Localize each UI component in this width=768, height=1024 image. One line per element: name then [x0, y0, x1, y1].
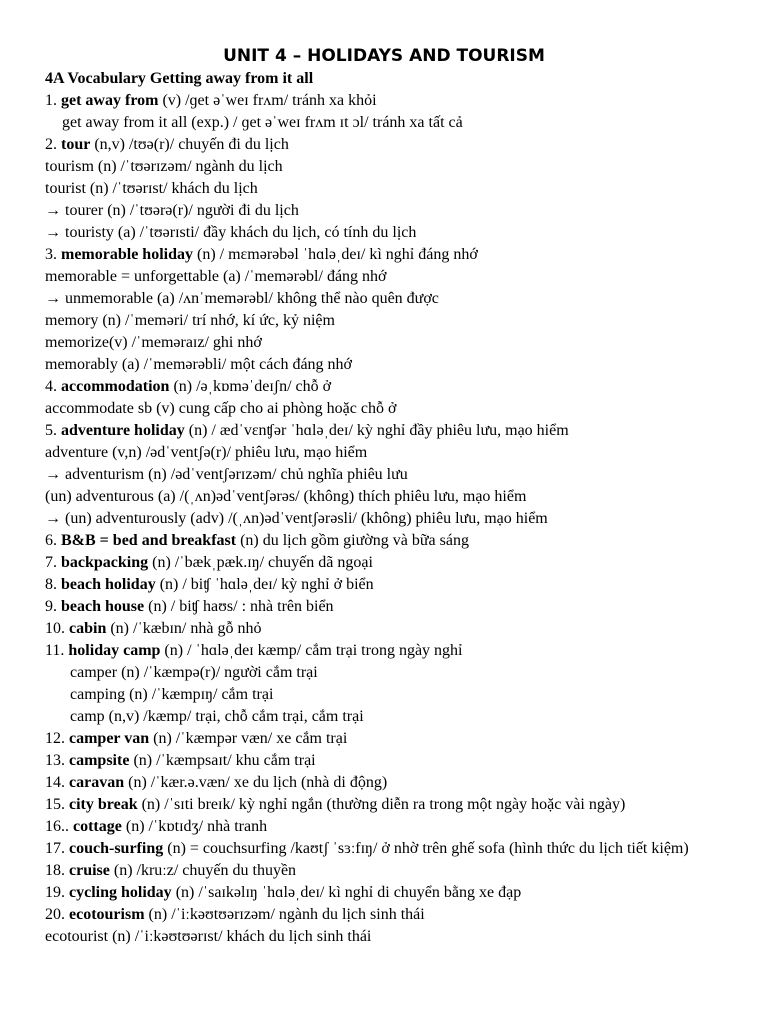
vocab-line	[45, 816, 745, 838]
line-prefix: 8.	[45, 576, 61, 593]
vocab-definition: adventurism (n) /ədˈventʃərɪzəm/ chủ nghĩa phiêu lưu	[65, 466, 408, 483]
vocab-term: 4A Vocabulary Getting away from it all	[45, 70, 314, 87]
vocab-line	[45, 200, 745, 222]
vocab-term: camper van	[69, 730, 150, 747]
vocab-definition: touristy (a) /ˈtʊərɪsti/ đầy khách du lịch, có tính du lịch	[65, 224, 417, 241]
vocab-line	[45, 882, 745, 904]
vocab-term: beach house	[61, 598, 145, 615]
line-prefix: 17.	[45, 840, 69, 857]
vocab-line	[45, 618, 745, 640]
vocab-line	[45, 90, 745, 112]
vocab-line	[45, 156, 745, 178]
line-prefix: 12.	[45, 730, 69, 747]
line-prefix: 16..	[45, 818, 73, 835]
line-prefix: 2.	[45, 136, 61, 153]
vocab-definition: memorably (a) /ˈmemərəbli/ một cách đáng nhớ	[45, 356, 353, 373]
line-prefix: →	[45, 224, 65, 241]
vocab-line	[45, 420, 745, 442]
line-prefix: 19.	[45, 884, 69, 901]
vocab-definition: camp (n,v) /kæmp/ trại, chỗ cắm trại, cắm trại	[70, 708, 364, 725]
vocab-definition: (n) /ˈkɒtɪdʒ/ nhà tranh	[121, 818, 268, 835]
vocab-term: memorable holiday	[61, 246, 193, 263]
vocab-line	[45, 442, 745, 464]
vocab-line	[45, 508, 745, 530]
vocab-definition: (n) /ˈkær.ə.væn/ xe du lịch (nhà di động)	[124, 774, 388, 791]
vocab-line	[45, 134, 745, 156]
vocab-definition: (v) /ɡet əˈweɪ frʌm/ tránh xa khỏi	[158, 92, 377, 109]
vocab-definition: (n) /ˈiːkəʊtʊərɪzəm/ ngành du lịch sinh thái	[144, 906, 425, 923]
vocab-definition: memory (n) /ˈmeməri/ trí nhớ, kí ức, kỷ niệm	[45, 312, 335, 329]
vocab-term: tour	[61, 136, 91, 153]
vocab-definition: (n) /ˈbækˌpæk.ɪŋ/ chuyến dã ngoại	[148, 554, 373, 571]
vocab-line	[45, 68, 745, 90]
line-prefix: 20.	[45, 906, 69, 923]
vocab-line	[45, 904, 745, 926]
vocab-line	[45, 574, 745, 596]
vocab-definition: memorize(v) /ˈmeməraɪz/ ghi nhớ	[45, 334, 262, 351]
vocab-definition: (n) /əˌkɒməˈdeɪʃn/ chỗ ở	[169, 378, 332, 395]
vocab-term: cruise	[69, 862, 110, 879]
vocab-line	[45, 530, 745, 552]
line-prefix: →	[45, 466, 65, 483]
vocab-line	[45, 926, 745, 948]
vocab-line	[45, 684, 745, 706]
vocab-definition: adventure (v,n) /ədˈventʃə(r)/ phiêu lưu, mạo hiểm	[45, 444, 368, 461]
line-prefix: →	[45, 202, 65, 219]
vocab-term: caravan	[69, 774, 125, 791]
vocab-line	[45, 354, 745, 376]
vocab-line	[45, 486, 745, 508]
vocab-line	[45, 794, 745, 816]
vocab-line	[45, 222, 745, 244]
vocab-definition: (n) / biʧ haʊs/ : nhà trên biển	[144, 598, 334, 615]
vocab-definition: (n) /ˈsɪti breɪk/ kỳ nghỉ ngắn (thường diễn ra trong một ngày hoặc vài ngày)	[137, 796, 626, 813]
vocab-line	[45, 640, 745, 662]
line-prefix: →	[45, 510, 65, 527]
vocab-definition: camping (n) /ˈkæmpɪŋ/ cắm trại	[70, 686, 274, 703]
vocab-term: beach holiday	[61, 576, 156, 593]
vocab-term: B&B = bed and breakfast	[61, 532, 237, 549]
vocab-definition: (n) /ˈkæmpsaɪt/ khu cắm trại	[129, 752, 316, 769]
line-prefix: 4.	[45, 378, 61, 395]
vocab-line	[45, 772, 745, 794]
vocab-line	[45, 552, 745, 574]
vocab-line	[45, 398, 745, 420]
vocab-definition: (n) /ˈkæmpər væn/ xe cắm trại	[149, 730, 348, 747]
vocab-term: holiday camp	[68, 642, 161, 659]
vocab-line	[45, 266, 745, 288]
vocab-term: get away from	[61, 92, 159, 109]
vocab-definition: (n) du lịch gồm giường và bữa sáng	[236, 532, 469, 549]
vocab-definition: (n) / biʧ ˈhɑləˌdeɪ/ kỳ nghỉ ở biển	[155, 576, 374, 593]
vocab-line	[45, 310, 745, 332]
line-prefix: 7.	[45, 554, 61, 571]
vocab-line	[45, 464, 745, 486]
vocab-definition: tourism (n) /ˈtʊərɪzəm/ ngành du lịch	[45, 158, 283, 175]
vocab-definition: tourer (n) /ˈtʊərə(r)/ người đi du lịch	[65, 202, 299, 219]
vocab-term: accommodation	[61, 378, 170, 395]
line-prefix: 3.	[45, 246, 61, 263]
line-prefix: 14.	[45, 774, 69, 791]
vocab-definition: camper (n) /ˈkæmpə(r)/ người cắm trại	[70, 664, 318, 681]
vocab-definition: memorable = unforgettable (a) /ˈmemərəbl/ đáng nhớ	[45, 268, 387, 285]
vocab-term: cycling holiday	[69, 884, 172, 901]
line-prefix: 10.	[45, 620, 69, 637]
line-prefix: 15.	[45, 796, 69, 813]
line-prefix: 13.	[45, 752, 69, 769]
line-prefix: →	[45, 290, 65, 307]
vocab-definition: (n) / ˈhɑləˌdeɪ kæmp/ cắm trại trong ngày nghỉ	[160, 642, 463, 659]
vocab-definition: (n) / mɛmərəbəl ˈhɑləˌdeɪ/ kì nghỉ đáng nhớ	[193, 246, 478, 263]
vocab-line	[45, 244, 745, 266]
vocab-definition: ecotourist (n) /ˈiːkəʊtʊərɪst/ khách du lịch sinh thái	[45, 928, 372, 945]
vocab-line	[45, 662, 745, 684]
vocab-definition: (n) = couchsurfing /kaʊtʃ ˈsɜːfɪŋ/ ở nhờ trên ghế sofa (hình thức du lịch tiết kiệm)	[163, 840, 689, 857]
unit-title: UNIT 4 – HOLIDAYS AND TOURISM	[223, 46, 545, 66]
vocab-line	[45, 838, 745, 860]
vocab-line	[45, 860, 745, 882]
vocab-line	[45, 332, 745, 354]
vocab-line	[45, 178, 745, 200]
vocab-line	[45, 288, 745, 310]
vocab-definition: tourist (n) /ˈtʊərɪst/ khách du lịch	[45, 180, 258, 197]
line-prefix: 11.	[45, 642, 69, 659]
line-prefix: 18.	[45, 862, 69, 879]
vocab-term: city break	[69, 796, 138, 813]
vocab-line	[45, 376, 745, 398]
vocab-definition: accommodate sb (v) cung cấp cho ai phòng hoặc chỗ ở	[45, 400, 397, 417]
vocab-line	[45, 706, 745, 728]
line-prefix: 1.	[45, 92, 61, 109]
vocab-term: cabin	[69, 620, 107, 637]
vocab-definition: unmemorable (a) /ʌnˈmemərəbl/ không thể nào quên được	[65, 290, 439, 307]
vocab-line	[45, 728, 745, 750]
vocab-definition: (un) adventurous (a) /(ˌʌn)ədˈventʃərəs/ (không) thích phiêu lưu, mạo hiểm	[45, 488, 527, 505]
vocab-term: couch-surfing	[69, 840, 164, 857]
vocab-definition: (un) adventurously (adv) /(ˌʌn)ədˈventʃərəsli/ (không) phiêu lưu, mạo hiểm	[65, 510, 548, 527]
vocab-definition: (n,v) /tʊə(r)/ chuyến đi du lịch	[90, 136, 289, 153]
vocab-definition: get away from it all (exp.) / ɡet əˈweɪ frʌm ɪt ɔl/ tránh xa tất cả	[62, 114, 463, 131]
vocab-line	[45, 112, 745, 134]
line-prefix: 9.	[45, 598, 61, 615]
vocab-definition: (n) / ædˈvɛnʧər ˈhɑləˌdeɪ/ kỳ nghỉ đầy phiêu lưu, mạo hiểm	[184, 422, 569, 439]
vocab-definition: (n) /ˈsaɪkəlɪŋ ˈhɑləˌdeɪ/ kì nghỉ di chuyển bằng xe đạp	[171, 884, 522, 901]
vocab-term: campsite	[69, 752, 130, 769]
vocab-term: ecotourism	[69, 906, 145, 923]
line-prefix: 5.	[45, 422, 61, 439]
vocab-term: cottage	[73, 818, 122, 835]
vocab-definition: (n) /ˈkæbɪn/ nhà gỗ nhỏ	[106, 620, 262, 637]
vocab-definition: (n) /kruːz/ chuyến du thuyền	[109, 862, 297, 879]
vocab-line	[45, 750, 745, 772]
vocab-term: adventure holiday	[61, 422, 185, 439]
vocab-line	[45, 596, 745, 618]
vocab-term: backpacking	[61, 554, 149, 571]
vocabulary-list	[45, 68, 745, 948]
line-prefix: 6.	[45, 532, 61, 549]
